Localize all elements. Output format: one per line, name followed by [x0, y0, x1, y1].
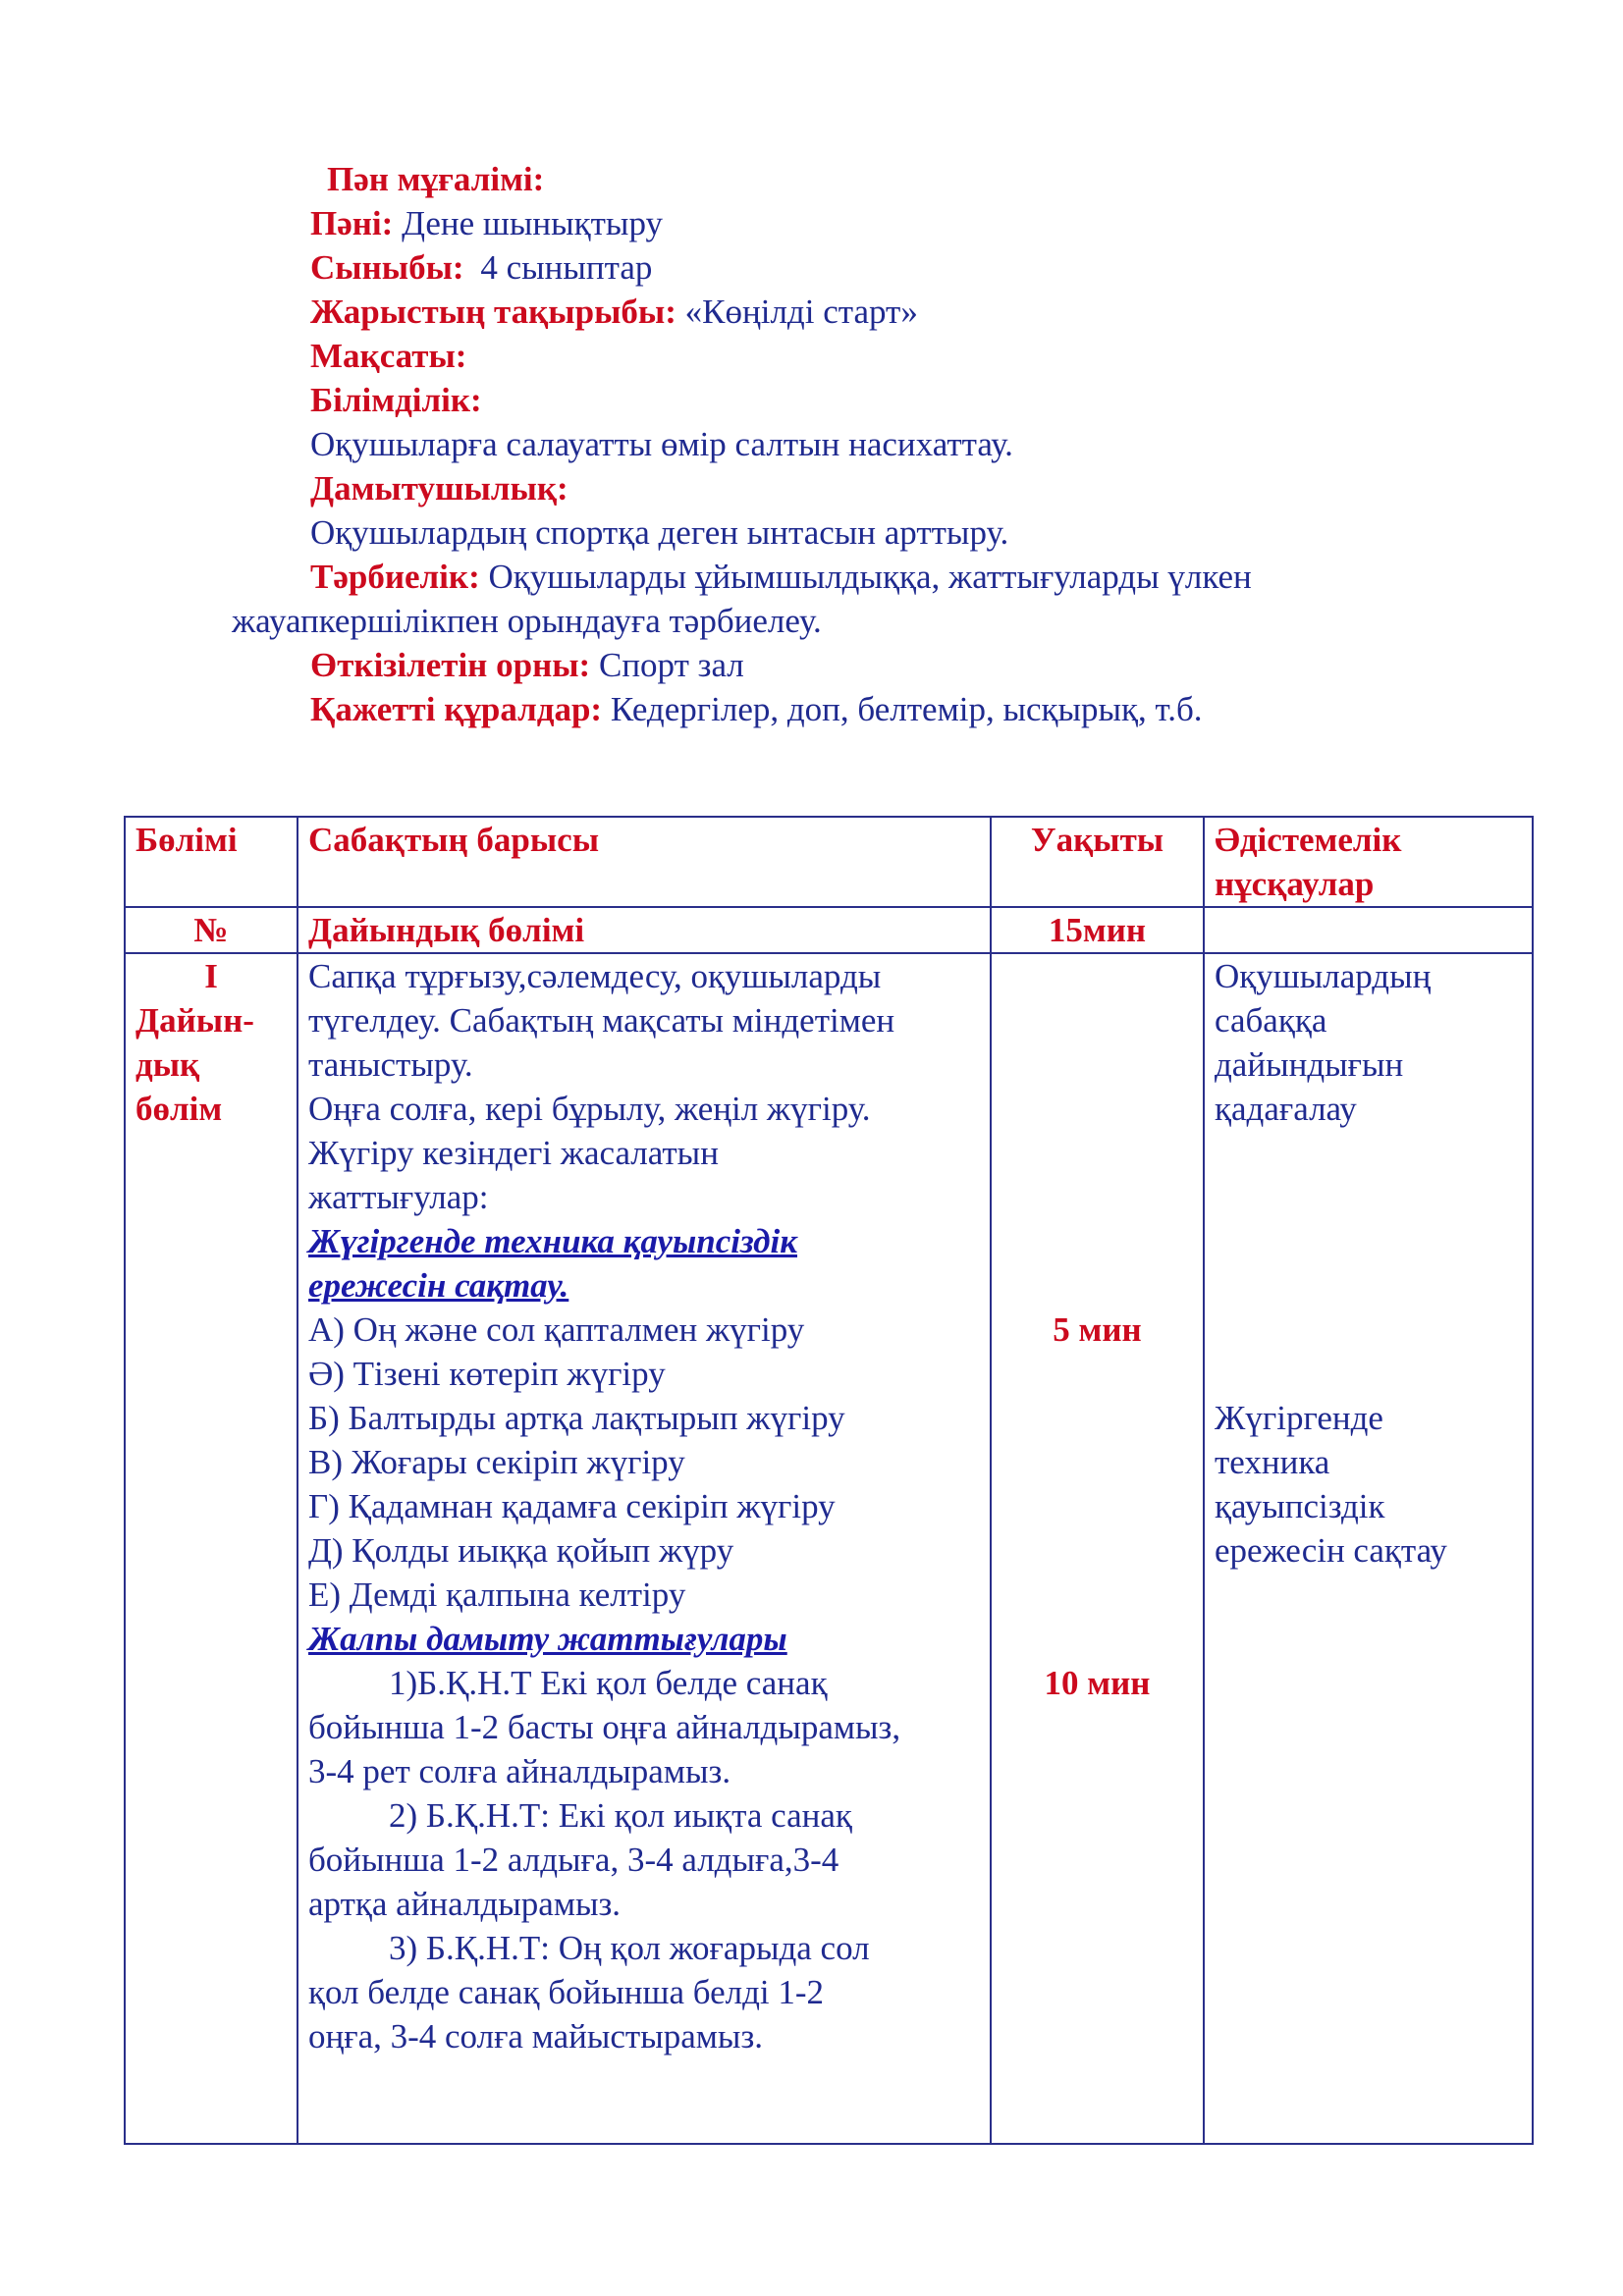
time-run: 5 мин	[1053, 1310, 1142, 1349]
table-row-section-1	[125, 953, 1533, 2144]
table-header-row	[125, 817, 1533, 907]
subject-label: Пәні:	[310, 204, 394, 242]
subject-value: Дене шынықтыру	[402, 204, 663, 242]
section-name-3: бөлім	[135, 1090, 223, 1128]
prep-notes	[1204, 907, 1533, 953]
place-value: Спорт зал	[598, 646, 744, 684]
exercise-line: 1)Б.Қ.Н.Т Екі қол белде санақ	[389, 1664, 828, 1702]
dev-text: Оқушылардың спортқа деген ынтасын арттыру.	[310, 513, 1009, 552]
content-cell	[298, 953, 991, 2144]
exercise-line: артқа айналдырамыз.	[308, 1885, 622, 1923]
tools-label: Қажетті құралдар:	[310, 690, 603, 728]
exercise-line: 3-4 рет солға айналдырамыз.	[308, 1752, 731, 1790]
class-value: 4 сыныптар	[480, 248, 653, 287]
exercise-line: бойынша 1-2 басты оңға айналдырамыз,	[308, 1708, 901, 1746]
note-line: қауыпсіздік	[1215, 1487, 1385, 1525]
intro-line: жаттығулар:	[308, 1178, 489, 1216]
run-item: Б) Балтырды артқа лақтырып жүгіру	[308, 1399, 845, 1437]
exercise-line: 2) Б.Қ.Н.Т: Екі қол иықта санақ	[389, 1796, 852, 1835]
section-name-2: дық	[135, 1045, 200, 1084]
safety-heading: ережесін сақтау.	[308, 1266, 569, 1305]
subject-line	[310, 201, 663, 245]
note-line: техника	[1215, 1443, 1330, 1481]
col-header-progress: Сабақтың барысы	[298, 817, 991, 907]
place-label: Өткізілетін орны:	[310, 646, 591, 684]
run-item: Д) Қолды иыққа қойып жүру	[308, 1531, 734, 1570]
tools-value: Кедергілер, доп, белтемір, ысқырық, т.б.	[610, 690, 1203, 728]
dev-label: Дамытушылық:	[310, 469, 568, 507]
upb-label: Тәрбиелік:	[310, 558, 480, 596]
prep-time: 15мин	[991, 907, 1204, 953]
intro-line: Жүгіру кезіндегі жасалатын	[308, 1134, 719, 1172]
upb-line	[310, 555, 1252, 599]
exercise-line: бойынша 1-2 алдыға, 3-4 алдыға,3-4	[308, 1841, 839, 1879]
general-exercises-heading: Жалпы дамыту жаттығулары	[308, 1620, 787, 1658]
run-item: В) Жоғары секіріп жүгіру	[308, 1443, 685, 1481]
prep-title: Дайындық бөлімі	[298, 907, 991, 953]
col-header-time: Уақыты	[991, 817, 1204, 907]
note-line: сабаққа	[1215, 1001, 1327, 1040]
col-header-section: Бөлімі	[125, 817, 298, 907]
place-line	[310, 643, 744, 687]
run-item: Ә) Тізені көтеріп жүгіру	[308, 1355, 666, 1393]
table-row-prep	[125, 907, 1533, 953]
exercise-line: қол белде санақ бойынша белді 1-2	[308, 1973, 825, 2011]
class-label: Сыныбы:	[310, 248, 464, 287]
col-header-notes: Әдістемелік нұсқаулар	[1204, 817, 1533, 907]
section-number: І	[204, 957, 218, 995]
note-line: Жүгіргенде	[1215, 1399, 1383, 1437]
exercise-line: 3) Б.Қ.Н.Т: Оң қол жоғарыда сол	[389, 1929, 870, 1967]
topic-line	[310, 290, 918, 334]
intro-line: түгелдеу. Сабақтың мақсаты міндетімен	[308, 1001, 895, 1040]
run-item: Г) Қадамнан қадамға секіріп жүгіру	[308, 1487, 836, 1525]
section-cell	[125, 953, 298, 2144]
note-line: дайындығын	[1215, 1045, 1404, 1084]
time-general: 10 мин	[1044, 1664, 1151, 1702]
teacher-label: Пән мұғалімі:	[327, 160, 545, 198]
run-item: А) Оң және сол қапталмен жүгіру	[308, 1310, 805, 1349]
section-name-1: Дайын-	[135, 1001, 254, 1040]
exercise-line: оңға, 3-4 солға майыстырамыз.	[308, 2017, 764, 2056]
topic-label: Жарыстың тақырыбы:	[310, 293, 676, 331]
class-line	[310, 245, 652, 290]
intro-line: Оңға солға, кері бұрылу, жеңіл жүгіру.	[308, 1090, 871, 1128]
safety-note	[1215, 1396, 1447, 1573]
time-cell	[991, 953, 1204, 2144]
tools-line	[310, 687, 1203, 731]
edu-label: Білімділік:	[310, 381, 482, 419]
edu-text: Оқушыларға салауатты өмір салтын насихаттау.	[310, 425, 1013, 463]
note-line: Оқушылардың	[1215, 957, 1432, 995]
note-line: ережесін сақтау	[1215, 1531, 1447, 1570]
goals-label: Мақсаты:	[310, 337, 467, 375]
run-item: Е) Демді қалпына келтіру	[308, 1575, 686, 1614]
intro-line: Сапқа тұрғызу,сәлемдесу, оқушыларды	[308, 957, 882, 995]
lesson-table	[124, 816, 1534, 2145]
row-number: №	[125, 907, 298, 953]
note-line: қадағалау	[1215, 1090, 1357, 1128]
topic-value: «Көңілді старт»	[684, 293, 918, 331]
upb-text-cont: жауапкершілікпен орындауға тәрбиелеу.	[232, 602, 822, 640]
upb-text: Оқушыларды ұйымшылдыққа, жаттығуларды үлкен	[488, 558, 1252, 596]
safety-heading: Жүгіргенде техника қауыпсіздік	[308, 1222, 797, 1260]
intro-line: таныстыру.	[308, 1045, 473, 1084]
notes-cell	[1204, 953, 1533, 2144]
